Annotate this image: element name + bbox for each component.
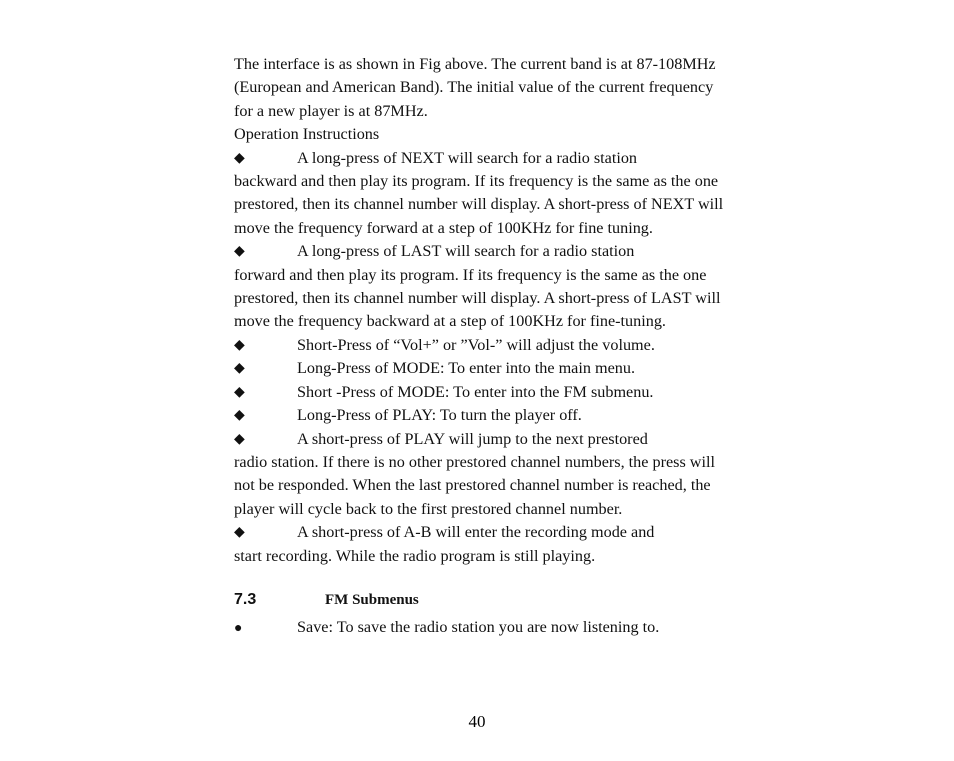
list-item xyxy=(234,521,734,568)
bullet-text: Short -Press of MODE: To enter into the FM submenu. xyxy=(297,382,654,401)
list-item xyxy=(234,428,734,522)
diamond-bullet-icon: ◆ xyxy=(234,525,245,541)
save-list-item xyxy=(234,616,734,640)
list-item xyxy=(234,404,734,427)
bullet-text: Short-Press of “Vol+” or ”Vol-” will adjust the volume. xyxy=(297,335,655,354)
section-number: 7.3 xyxy=(234,590,257,608)
diamond-bullet-icon: ◆ xyxy=(234,361,245,377)
bullet-text: Long-Press of MODE: To enter into the main menu. xyxy=(297,359,635,378)
bullet-text: A long-press of LAST will search for a radio station xyxy=(297,242,635,261)
bullet-text-continued: radio station. If there is no other prestored channel numbers, the press will not be responded. When the last prestored channel number is reached, the player will cycle back to the first prestored channel number. xyxy=(234,452,715,518)
list-item xyxy=(234,381,734,404)
list-item xyxy=(234,334,734,357)
page-number: 40 xyxy=(468,712,486,731)
diamond-bullet-icon: ◆ xyxy=(234,408,245,424)
section-title: FM Submenus xyxy=(325,591,419,608)
document-body xyxy=(234,53,734,641)
list-item xyxy=(234,357,734,380)
list-item xyxy=(234,147,734,241)
round-bullet-icon: ● xyxy=(234,621,243,637)
intro-paragraph: The interface is as shown in Fig above. The current band is at 87-108MHz (European and American Band). The initial value of the current frequency for a new player is at 87MHz. xyxy=(234,55,716,120)
diamond-bullet-icon: ◆ xyxy=(234,384,245,400)
bullet-text: A long-press of NEXT will search for a radio station xyxy=(297,148,638,167)
bullet-list xyxy=(234,147,734,568)
instructions-heading: Operation Instructions xyxy=(234,125,380,144)
bullet-text-continued: backward and then play its program. If its frequency is the same as the one prestored, then its channel number will display. A short-press of NEXT will move the frequency forward at a step of 100KHz for fine tuning. xyxy=(234,172,724,237)
bullet-text: A short-press of A-B will enter the recording mode and xyxy=(297,523,655,542)
bullet-text-continued: start recording. While the radio program is still playing. xyxy=(234,546,596,565)
diamond-bullet-icon: ◆ xyxy=(234,337,245,353)
diamond-bullet-icon: ◆ xyxy=(234,431,245,447)
diamond-bullet-icon: ◆ xyxy=(234,150,245,166)
section-heading xyxy=(234,588,734,612)
bullet-text-continued: forward and then play its program. If its frequency is the same as the one prestored, then its channel number will display. A short-press of LAST will move the frequency backward at a step of 100KHz for fine-tuning. xyxy=(234,265,721,331)
list-item xyxy=(234,240,734,334)
bullet-text: Long-Press of PLAY: To turn the player off. xyxy=(297,406,582,425)
bullet-text: A short-press of PLAY will jump to the next prestored xyxy=(297,429,648,448)
diamond-bullet-icon: ◆ xyxy=(234,244,245,260)
save-text: Save: To save the radio station you are now listening to. xyxy=(297,618,660,637)
